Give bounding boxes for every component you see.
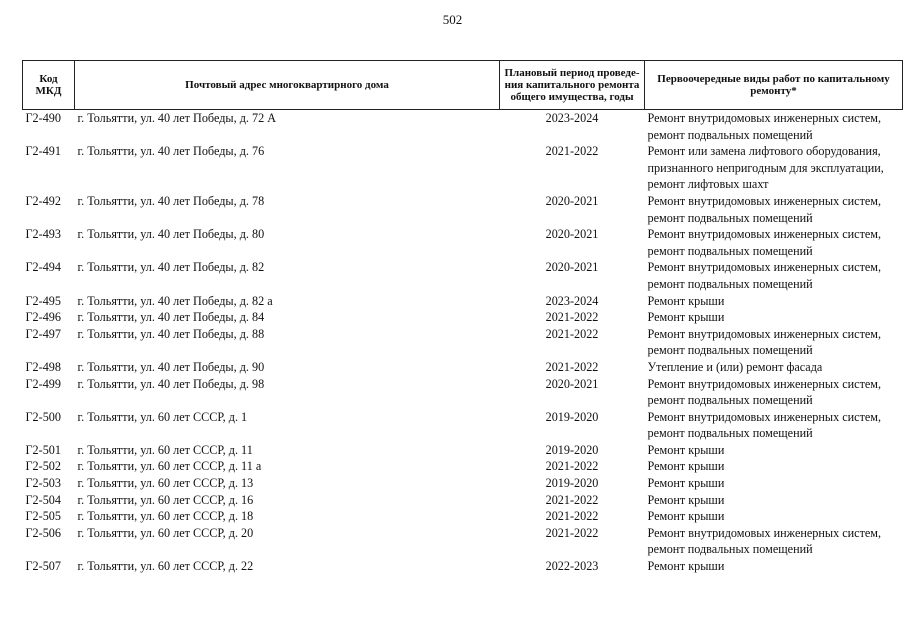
table-header-row [23,61,903,110]
table-row [23,309,903,326]
row-works-line: Ремонт крыши [647,293,725,308]
row-address: г. Тольятти, ул. 40 лет Победы, д. 82 [77,260,265,275]
row-works-line: ремонт подвальных помещений [647,343,813,358]
row-code: Г2-494 [25,260,61,275]
row-works [645,143,903,193]
row-works-line: Ремонт внутридомовых инженерных систем, [647,111,882,125]
row-code: Г2-492 [25,193,61,208]
row-code: Г2-503 [25,476,61,491]
row-code: Г2-500 [25,409,61,424]
row-address: г. Тольятти, ул. 40 лет Победы, д. 84 [77,310,265,325]
row-works [645,458,903,475]
row-code: Г2-495 [25,293,61,308]
row-address: г. Тольятти, ул. 60 лет СССР, д. 20 [77,525,254,540]
row-works-line: ремонт лифтовых шахт [647,177,769,192]
table-row [23,376,903,409]
row-address: г. Тольятти, ул. 60 лет СССР, д. 18 [77,509,254,524]
row-address: г. Тольятти, ул. 40 лет Победы, д. 76 [77,144,265,159]
row-address: г. Тольятти, ул. 60 лет СССР, д. 13 [77,476,254,491]
row-address: г. Тольятти, ул. 60 лет СССР, д. 1 [77,409,248,424]
table-row [23,508,903,525]
row-works-line: Ремонт внутридомовых инженерных систем, [647,326,882,341]
row-code: Г2-499 [25,376,61,391]
table-row [23,492,903,509]
row-code: Г2-502 [25,459,61,474]
header-works: Первоочередные виды работ по капитальному ремонту* [645,61,903,110]
row-code: Г2-493 [25,227,61,242]
header-address: Почтовый адрес многоквартирного дома [75,61,500,110]
header-period: Плановый период проведе-ния капитального ремонта общего имущества, годы [500,61,645,110]
header-code: Код МКД [23,61,75,110]
row-works [645,226,903,259]
row-works-line: ремонт подвальных помещений [647,542,813,557]
row-works [645,110,903,144]
table-row [23,110,903,144]
row-period: 2020-2021 [545,227,599,242]
row-code: Г2-491 [25,144,61,159]
row-works-line: ремонт подвальных помещений [647,127,813,142]
row-period: 2019-2020 [545,476,599,491]
row-code: Г2-507 [25,559,61,574]
row-address: г. Тольятти, ул. 40 лет Победы, д. 78 [77,193,265,208]
row-works [645,376,903,409]
row-code: Г2-504 [25,492,61,507]
row-works-line: Ремонт внутридомовых инженерных систем, [647,227,882,242]
row-address: г. Тольятти, ул. 40 лет Победы, д. 82 а [77,293,273,308]
row-address: г. Тольятти, ул. 40 лет Победы, д. 90 [77,359,265,374]
row-code: Г2-497 [25,326,61,341]
row-period: 2020-2021 [545,376,599,391]
table-row [23,143,903,193]
row-works-line: Ремонт внутридомовых инженерных систем, [647,525,882,540]
row-code: Г2-506 [25,525,61,540]
row-works [645,193,903,226]
row-works [645,508,903,525]
row-works-line: Ремонт внутридомовых инженерных систем, [647,409,882,424]
table-row [23,525,903,558]
capital-repair-table [22,60,903,575]
row-address: г. Тольятти, ул. 40 лет Победы, д. 98 [77,376,265,391]
row-works-line: Ремонт крыши [647,442,725,457]
row-address: г. Тольятти, ул. 40 лет Победы, д. 72 А [77,111,277,125]
row-code: Г2-496 [25,310,61,325]
row-period: 2021-2022 [545,326,599,341]
table-row [23,259,903,292]
row-works-line: Ремонт или замена лифтового оборудования, [647,144,881,159]
row-works [645,558,903,575]
row-works-line: Ремонт внутридомовых инженерных систем, [647,193,882,208]
table-row [23,293,903,310]
row-period: 2019-2020 [545,409,599,424]
page-number: 502 [442,12,463,27]
row-period: 2019-2020 [545,442,599,457]
table-row [23,458,903,475]
row-address: г. Тольятти, ул. 60 лет СССР, д. 11 а [77,459,262,474]
row-address: г. Тольятти, ул. 60 лет СССР, д. 11 [77,442,253,457]
row-works-line: Ремонт внутридомовых инженерных систем, [647,260,882,275]
table-row [23,226,903,259]
row-works [645,359,903,376]
table-row [23,558,903,575]
row-works [645,309,903,326]
row-works-line: ремонт подвальных помещений [647,210,813,225]
row-works [645,525,903,558]
row-works-line: Утепление и (или) ремонт фасада [647,359,823,374]
row-period: 2020-2021 [545,193,599,208]
row-works-line: ремонт подвальных помещений [647,243,813,258]
row-works [645,293,903,310]
row-code: Г2-501 [25,442,61,457]
row-works [645,442,903,459]
row-period: 2020-2021 [545,260,599,275]
row-period: 2021-2022 [545,359,599,374]
row-works [645,409,903,442]
table-row [23,359,903,376]
row-period: 2021-2022 [545,459,599,474]
row-works [645,492,903,509]
row-works-line: Ремонт крыши [647,492,725,507]
row-works-line: Ремонт крыши [647,509,725,524]
row-address: г. Тольятти, ул. 40 лет Победы, д. 88 [77,326,265,341]
row-works-line: признанного непригодным для эксплуатации, [647,160,884,175]
row-works [645,475,903,492]
row-period: 2021-2022 [545,492,599,507]
row-address: г. Тольятти, ул. 60 лет СССР, д. 22 [77,559,254,574]
row-address: г. Тольятти, ул. 40 лет Победы, д. 80 [77,227,265,242]
row-code: Г2-498 [25,359,61,374]
row-period: 2021-2022 [545,310,599,325]
table-row [23,193,903,226]
row-code: Г2-490 [25,111,61,125]
row-period: 2023-2024 [545,293,599,308]
row-works [645,259,903,292]
row-address: г. Тольятти, ул. 60 лет СССР, д. 16 [77,492,254,507]
row-works-line: ремонт подвальных помещений [647,276,813,291]
row-code: Г2-505 [25,509,61,524]
row-works-line: ремонт подвальных помещений [647,393,813,408]
row-period: 2021-2022 [545,144,599,159]
table-body [23,110,903,575]
row-period: 2021-2022 [545,509,599,524]
row-works [645,326,903,359]
row-works-line: Ремонт крыши [647,310,725,325]
row-works-line: Ремонт крыши [647,459,725,474]
table-row [23,326,903,359]
table-row [23,475,903,492]
table-row [23,442,903,459]
row-works-line: Ремонт крыши [647,476,725,491]
table-row [23,409,903,442]
row-works-line: ремонт подвальных помещений [647,426,813,441]
row-works-line: Ремонт внутридомовых инженерных систем, [647,376,882,391]
row-period: 2022-2023 [545,559,599,574]
row-period: 2021-2022 [545,525,599,540]
row-works-line: Ремонт крыши [647,559,725,574]
row-period: 2023-2024 [545,111,599,125]
